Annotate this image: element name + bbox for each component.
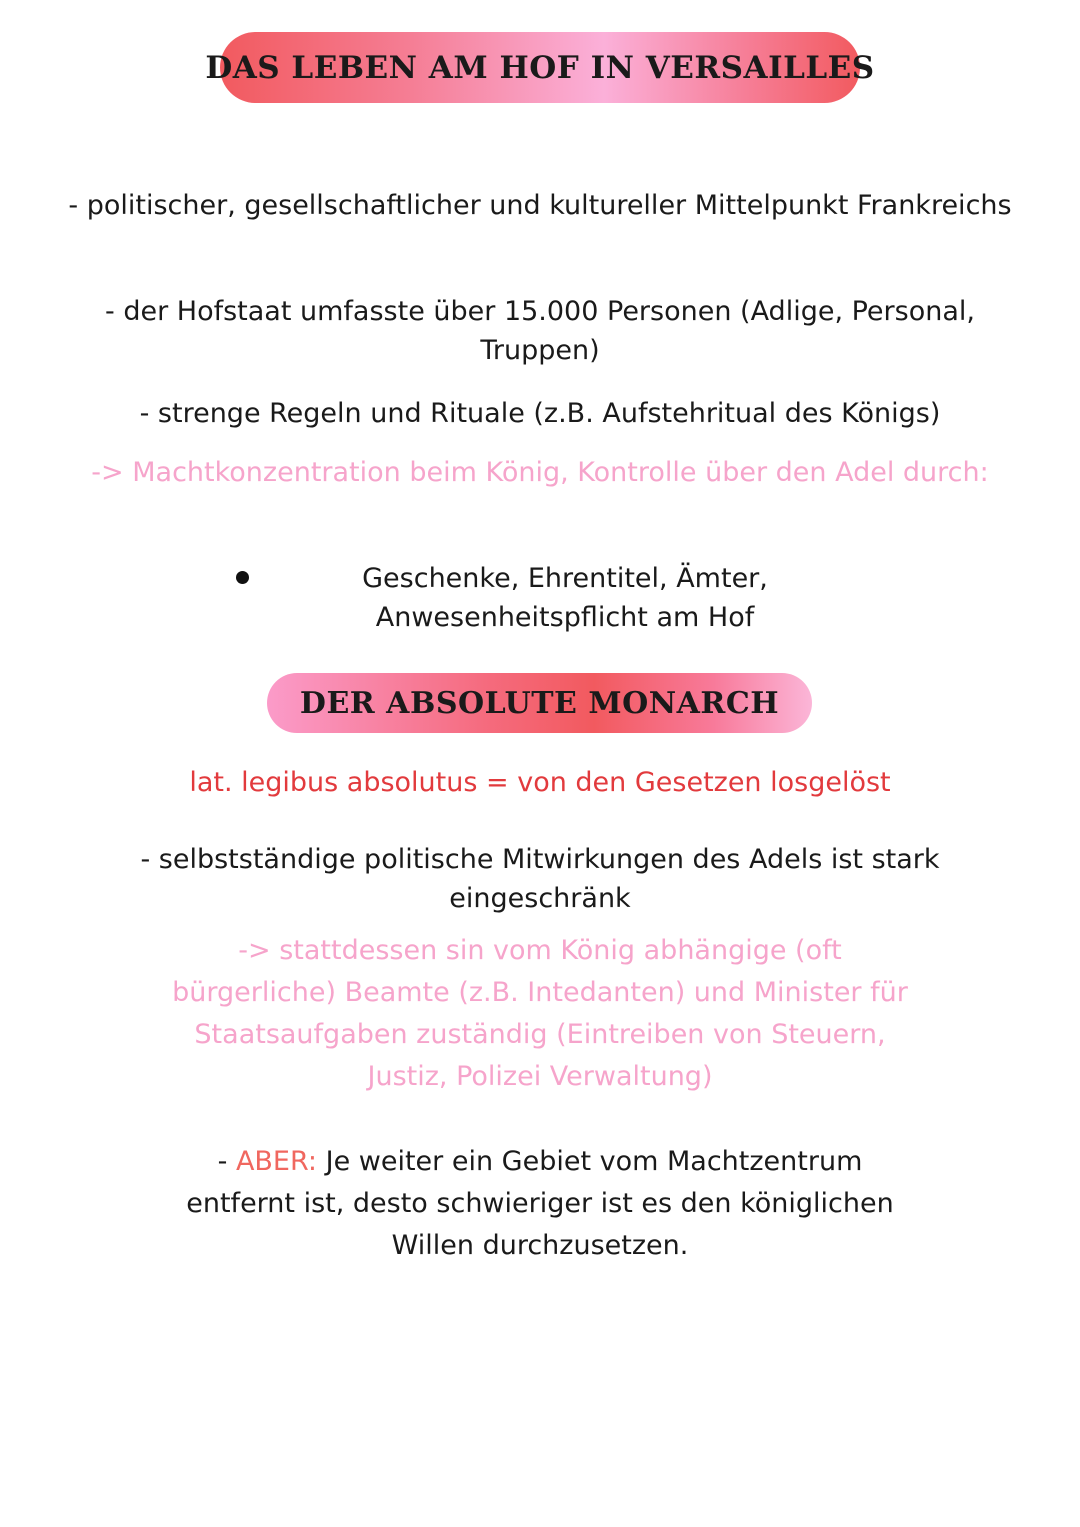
- aber-label: ABER:: [235, 1146, 318, 1177]
- text-line-regeln: - strenge Regeln und Rituale (z.B. Aufstehritual des Königs): [139, 398, 941, 429]
- bullet-text-anwesenheit: Anwesenheitspflicht am Hof: [375, 602, 755, 633]
- text-line-aber-2: entfernt ist, desto schwieriger ist es den königlichen: [186, 1188, 894, 1219]
- definition-line: lat. legibus absolutus = von den Gesetzen losgelöst: [189, 767, 891, 798]
- text-line-hofstaat: - der Hofstaat umfasste über 15.000 Personen (Adlige, Personal,: [105, 296, 975, 327]
- section-title-monarch: DER ABSOLUTE MONARCH: [267, 673, 812, 733]
- text-line-beamte-1: -> stattdessen sin vom König abhängige (oft: [238, 935, 842, 966]
- aber-text: Je weiter ein Gebiet vom Machtzentrum: [317, 1146, 863, 1177]
- text-line-mitwirkung-cont: eingeschränk: [449, 883, 631, 914]
- text-line-beamte-4: Justiz, Polizei Verwaltung): [367, 1061, 713, 1092]
- text-line-aber: [0, 1142, 1080, 1182]
- text-line-aber-3: Willen durchzusetzen.: [391, 1230, 689, 1261]
- text-line-mitwirkung: - selbstständige politische Mitwirkungen des Adels ist stark: [140, 844, 940, 875]
- text-line-machtkonzentration: -> Machtkonzentration beim König, Kontrolle über den Adel durch:: [91, 457, 989, 488]
- text-line-hofstaat-cont: Truppen): [480, 335, 600, 366]
- aber-dash: -: [217, 1146, 236, 1177]
- bullet-text-geschenke: Geschenke, Ehrentitel, Ämter,: [362, 563, 768, 594]
- text-line-beamte-2: bürgerliche) Beamte (z.B. Intedanten) und Minister für: [172, 977, 908, 1008]
- text-line-mittelpunkt: - politischer, gesellschaftlicher und kultureller Mittelpunkt Frankreichs: [68, 190, 1012, 221]
- section-title-versailles: DAS LEBEN AM HOF IN VERSAILLES: [220, 32, 860, 103]
- text-line-beamte-3: Staatsaufgaben zuständig (Eintreiben von Steuern,: [194, 1019, 886, 1050]
